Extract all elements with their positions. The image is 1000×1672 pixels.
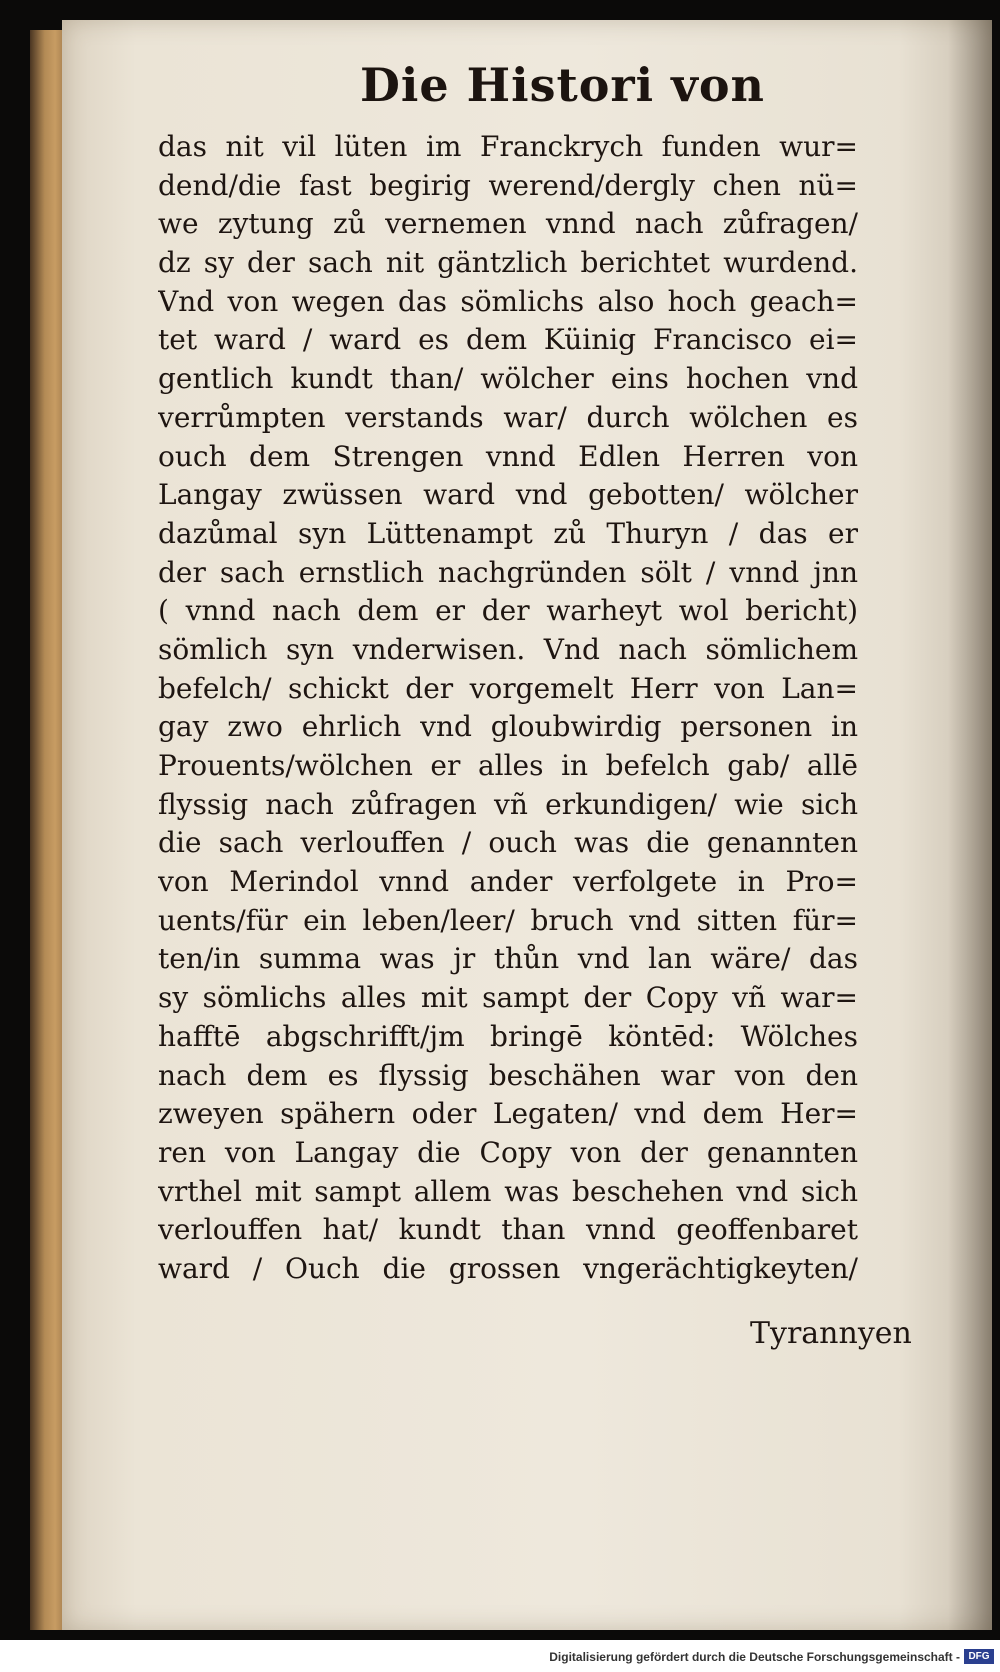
text-line: vrthel mit sampt allem was beschehen vnd sich [158,1174,858,1208]
text-block [158,128,858,1289]
text-line: we zytung zů vernemen vnnd nach zůfragen/ [158,207,858,241]
text-line: sömlich syn vnderwisen. Vnd nach sömlichem [158,632,858,666]
spine-shadow [948,20,992,1630]
text-line: von Merindol vnnd ander verfolgete in Pro= [158,865,858,899]
text-line: tet ward / ward es dem Küinig Francisco ei= [158,323,858,357]
text-line: ten/in summa was jr thůn vnd lan wäre/ das [158,942,858,976]
text-line: ward / Ouch die grossen vngerächtigkeyten/ [158,1251,858,1285]
text-line: Langay zwüssen ward vnd gebotten/ wölcher [158,478,858,512]
running-head: Die Histori von [360,58,765,112]
text-line: dazůmal syn Lüttenampt zů Thuryn / das er [158,516,858,550]
catchword: Tyrannyen [750,1316,912,1351]
footer-bar [0,1640,1000,1672]
text-line: Prouents/wölchen er alles in befelch gab/ allē [158,749,858,782]
text-line: verlouffen hat/ kundt than vnnd geoffenbaret [158,1213,858,1247]
text-line: flyssig nach zůfragen vñ erkundigen/ wie sich [158,787,858,821]
text-line: dend/die fast begirig werend/dergly chen nü= [158,168,858,202]
text-line: ouch dem Strengen vnnd Edlen Herren von [158,439,858,473]
text-line: uents/für ein leben/leer/ bruch vnd sitten für= [158,903,858,937]
text-line: ( vnnd nach dem er der warheyt wol bericht) [158,594,858,628]
text-line: verrůmpten verstands war/ durch wölchen es [158,400,858,434]
text-line: zweyen spähern oder Legaten/ vnd dem Her= [158,1097,858,1131]
text-line: der sach ernstlich nachgründen sölt / vnnd jnn [158,555,858,589]
text-line: nach dem es flyssig beschähen war von den [158,1058,858,1092]
text-line: gay zwo ehrlich vnd gloubwirdig personen in [158,710,858,744]
text-line: das nit vil lüten im Franckrych funden wur= [158,130,858,163]
text-line: gentlich kundt than/ wölcher eins hochen vnd [158,362,858,396]
dfg-logo: DFG [964,1649,994,1664]
text-line: ren von Langay die Copy von der genannten [158,1135,858,1169]
text-line: befelch/ schickt der vorgemelt Herr von Lan= [158,671,858,705]
text-line: die sach verlouffen / ouch was die genannten [158,826,858,860]
text-line: hafftē abgschrifft/jm bringē köntēd: Wölches [158,1019,858,1053]
text-line: sy sömlichs alles mit sampt der Copy vñ war= [158,981,858,1015]
footer-credit: Digitalisierung gefördert durch die Deutsche Forschungsgemeinschaft - [549,1650,960,1664]
text-line: Vnd von wegen das sömlichs also hoch geach= [158,284,858,318]
text-line: dz sy der sach nit gäntzlich berichtet wurdend. [158,246,858,280]
